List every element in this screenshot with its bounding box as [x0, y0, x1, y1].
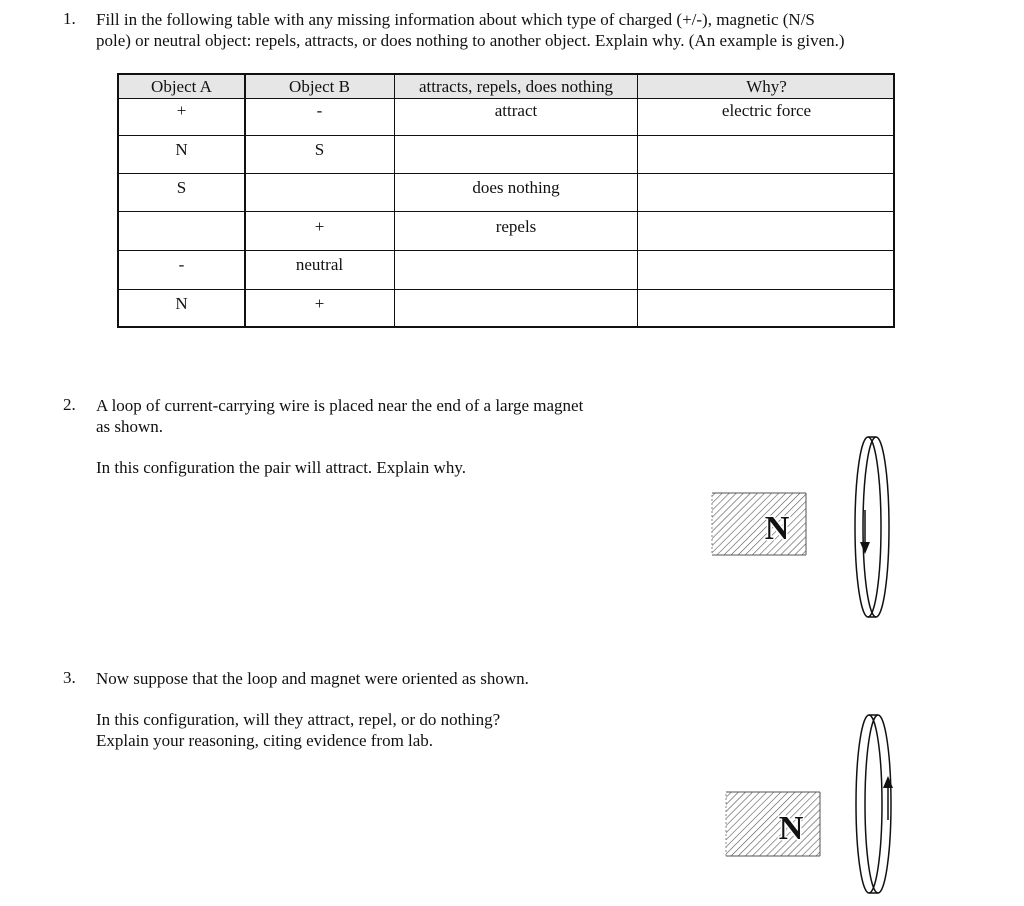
q1-line2: pole) or neutral object: repels, attracts, or does nothing to another object. Explain why. (An example is given.) [96, 31, 845, 50]
answer-table [117, 73, 895, 328]
table-divider [119, 250, 893, 251]
q2-text [96, 395, 583, 437]
q2-prompt: In this configuration the pair will attract. Explain why. [96, 458, 466, 477]
q3-line1: Now suppose that the loop and magnet were oriented as shown. [96, 669, 529, 688]
q2-line2: as shown. [96, 417, 164, 436]
cell-r0-object-b: - [316, 101, 323, 120]
figure-magnet-loop-2 [714, 710, 924, 900]
header-interaction: attracts, repels, does nothing [418, 77, 614, 96]
q3-line2: In this configuration, will they attract, repel, or do nothing? [96, 710, 501, 729]
magnet-north-label: N [764, 510, 790, 547]
header-object-a: Object A [151, 77, 212, 96]
q3-prompt [96, 709, 500, 751]
cell-r4-object-a: - [178, 255, 185, 274]
cell-r5-object-a: N [175, 294, 188, 313]
table-divider [119, 173, 893, 174]
cell-r2-interaction: does nothing [472, 178, 560, 197]
bar-magnet [726, 792, 820, 856]
cell-r4-object-b: neutral [295, 255, 344, 274]
cell-r0-why: electric force [721, 101, 812, 120]
header-why: Why? [746, 77, 787, 96]
cell-r3-object-b: + [314, 217, 325, 236]
q1-line1: Fill in the following table with any missing information about which type of charged (+/-), magnetic (N/S [96, 10, 815, 29]
cell-r0-interaction: attract [494, 101, 538, 120]
cell-r0-object-a: + [176, 101, 187, 120]
cell-r3-interaction: repels [495, 217, 537, 236]
magnet-north-label: N [778, 810, 804, 847]
wire-loop [855, 437, 889, 617]
q1-number: 1. [63, 9, 76, 28]
cell-r1-object-b: S [314, 140, 325, 159]
cell-r2-object-a: S [176, 178, 187, 197]
q2-number: 2. [63, 395, 76, 414]
header-object-b: Object B [289, 77, 350, 96]
figure-magnet-loop-1 [700, 430, 920, 620]
q3-number: 3. [63, 668, 76, 687]
q2-line1: A loop of current-carrying wire is placed near the end of a large magnet [96, 396, 584, 415]
wire-loop [856, 715, 891, 893]
cell-r5-object-b: + [314, 294, 325, 313]
table-divider [119, 211, 893, 212]
bar-magnet [712, 493, 806, 555]
q3-line3: Explain your reasoning, citing evidence from lab. [96, 731, 434, 750]
current-arrow-down-icon [860, 510, 870, 554]
table-divider [119, 135, 893, 136]
cell-r1-object-a: N [175, 140, 188, 159]
table-divider [119, 289, 893, 290]
q1-text [96, 9, 845, 51]
